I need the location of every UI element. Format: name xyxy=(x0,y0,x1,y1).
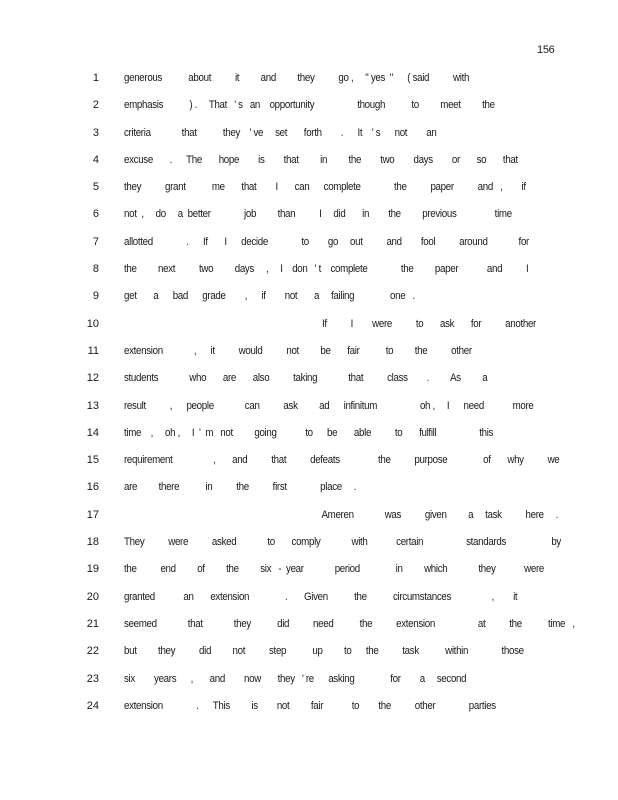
transcript-line xyxy=(0,125,618,152)
line-text: generous about it and they go , " yes " ( said with xyxy=(124,72,470,84)
line-number: 12 xyxy=(86,372,99,385)
transcript-line xyxy=(0,370,618,397)
line-number: 21 xyxy=(86,617,99,630)
line-text: not , do a better job than I did in the previous time xyxy=(124,208,512,221)
line-number: 16 xyxy=(86,481,99,494)
line-text: If I were to ask for another xyxy=(124,317,536,330)
line-text: extension . This is not fair to the other parties xyxy=(124,699,496,712)
transcript-line xyxy=(0,206,618,233)
transcript-line xyxy=(0,261,618,288)
line-number: 23 xyxy=(86,672,99,685)
line-number: 8 xyxy=(92,263,99,276)
line-number: 18 xyxy=(86,536,99,549)
line-text: students who are also taking that class . As a xyxy=(124,372,488,385)
line-text: seemed that they did need the extension at the time , xyxy=(124,617,575,630)
line-text: but they did not step up to the task within those xyxy=(124,645,524,658)
transcript-line xyxy=(0,179,618,206)
transcript-line xyxy=(0,152,618,179)
line-text: are there in the first place . xyxy=(124,481,357,494)
line-text: Ameren was given a task here . xyxy=(124,508,559,521)
line-number: 2 xyxy=(92,99,99,112)
line-number: 11 xyxy=(87,344,99,357)
line-text: the next two days , I don ' t complete the paper and I xyxy=(124,263,529,276)
line-number: 17 xyxy=(86,508,99,521)
line-text: excuse . The hope is that in the two days or so that xyxy=(124,153,518,166)
transcript-line xyxy=(0,643,618,670)
transcript-line xyxy=(0,671,618,698)
line-number: 13 xyxy=(86,399,99,412)
transcript-line xyxy=(0,398,618,425)
line-number: 4 xyxy=(92,153,99,166)
line-number: 1 xyxy=(92,72,99,84)
transcript-line xyxy=(0,561,618,588)
transcript-line xyxy=(0,698,618,725)
line-number: 22 xyxy=(86,645,99,658)
line-text: get a bad grade , if not a failing one . xyxy=(124,290,415,303)
line-text: result , people can ask ad infinitum oh , I need more xyxy=(124,399,534,412)
line-number: 15 xyxy=(86,454,99,467)
transcript-line xyxy=(0,425,618,452)
transcript-line xyxy=(0,589,618,616)
line-text: granted an extension . Given the circumstances , it xyxy=(124,590,518,603)
transcript-line xyxy=(0,70,618,97)
line-text: allotted . If I decide to go out and fool around for xyxy=(124,235,529,248)
line-text: time , oh , I ' m not going to be able to fulfill this xyxy=(124,426,494,439)
transcript-line xyxy=(0,316,618,343)
transcript-line xyxy=(0,479,618,506)
line-number: 10 xyxy=(86,317,99,330)
line-text: criteria that they ' ve set forth . It ' s not an xyxy=(124,126,437,139)
line-number: 5 xyxy=(92,181,99,194)
line-text: they grant me that I can complete the paper and , if xyxy=(124,181,526,194)
transcript-line xyxy=(0,507,618,534)
line-number: 3 xyxy=(92,126,99,139)
line-number: 24 xyxy=(86,699,99,712)
page-number: 156 xyxy=(537,44,555,56)
transcript-line xyxy=(0,288,618,315)
line-text: emphasis ) . That ' s an opportunity though to meet the xyxy=(124,99,495,112)
line-number: 6 xyxy=(92,208,99,221)
transcript-line xyxy=(0,534,618,561)
transcript-line xyxy=(0,97,618,124)
transcript-body xyxy=(0,70,618,725)
line-text: They were asked to comply with certain standards by xyxy=(124,536,561,549)
transcript-line xyxy=(0,234,618,261)
line-text: six years , and now they ' re asking for a second xyxy=(124,672,467,685)
line-number: 7 xyxy=(92,235,99,248)
line-number: 20 xyxy=(86,590,99,603)
transcript-line xyxy=(0,616,618,643)
line-text: requirement , and that defeats the purpose of why we xyxy=(124,454,560,467)
line-number: 14 xyxy=(86,426,99,439)
transcript-line xyxy=(0,343,618,370)
line-number: 9 xyxy=(92,290,99,303)
line-number: 19 xyxy=(86,563,99,576)
line-text: the end of the six - year period in which they were xyxy=(124,563,544,576)
line-text: extension , it would not be fair to the other xyxy=(124,344,472,357)
transcript-line xyxy=(0,452,618,479)
